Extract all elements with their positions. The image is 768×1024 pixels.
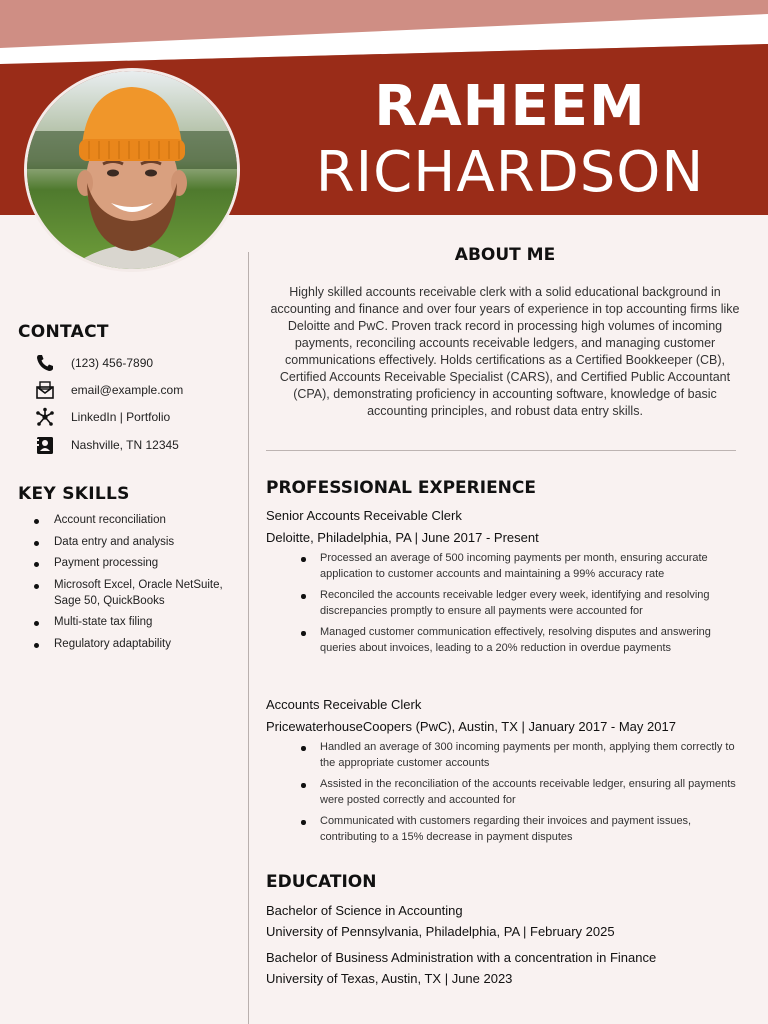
email-text: email@example.com <box>71 383 184 397</box>
first-name: RAHEEM <box>374 74 646 139</box>
job-meta: Deloitte, Philadelphia, PA | June 2017 - Present <box>266 530 539 545</box>
job-meta: PricewaterhouseCoopers (PwC), Austin, TX | January 2017 - May 2017 <box>266 719 676 734</box>
list-item: Payment processing <box>30 555 240 571</box>
job-bullets <box>300 740 740 851</box>
column-divider <box>248 252 249 1024</box>
profile-photo-illustration <box>27 71 237 269</box>
degree: Bachelor of Business Administration with a concentration in Finance <box>266 950 657 965</box>
contact-links <box>34 406 170 428</box>
about-text: Highly skilled accounts receivable clerk with a solid educational background in accounting and finance and over four years of experience in top accounting firms like Deloitte and PwC. Proven track record in processing high volumes of incoming payments, reconciling accounts receivable ledgers, and managing customer communications effectively. Holds certifications as a Certified Bookkeeper (CB), Certified Accounts Receivable Specialist (CARS), and Certified Public Accountant (CPA), demonstrating proficiency in accounting software, knowledge of basic accounting principles, and robust data entry skills. <box>270 285 740 418</box>
links-text: LinkedIn | Portfolio <box>71 410 171 424</box>
id-card-icon <box>34 434 56 456</box>
phone-icon <box>34 352 56 374</box>
contact-email <box>34 379 183 401</box>
school: University of Texas, Austin, TX | June 2023 <box>266 971 513 986</box>
degree: Bachelor of Science in Accounting <box>266 903 463 918</box>
education-heading: EDUCATION <box>266 872 377 892</box>
list-item: Assisted in the reconciliation of the accounts receivable ledger, ensuring all payments were posted correctly and accounted for <box>300 777 740 808</box>
contact-heading: CONTACT <box>18 322 109 342</box>
contact-phone <box>34 352 153 374</box>
job-bullets <box>300 551 740 662</box>
experience-heading: PROFESSIONAL EXPERIENCE <box>266 478 536 498</box>
contact-address <box>34 434 179 456</box>
list-item: Microsoft Excel, Oracle NetSuite, Sage 50, QuickBooks <box>30 577 240 609</box>
list-item: Account reconciliation <box>30 512 240 528</box>
skills-list <box>30 512 240 657</box>
email-icon <box>34 379 56 401</box>
network-icon <box>34 406 56 428</box>
list-item: Processed an average of 500 incoming payments per month, ensuring accurate application to customer accounts and maintaining a 99% accuracy rate <box>300 551 740 582</box>
profile-photo <box>24 68 240 272</box>
list-item: Handled an average of 300 incoming payments per month, applying them correctly to the appropriate customer accounts <box>300 740 740 771</box>
list-item: Managed customer communication effectively, resolving disputes and answering queries about invoices, leading to a 20% reduction in overdue payments <box>300 625 740 656</box>
job-title: Accounts Receivable Clerk <box>266 697 422 712</box>
skills-heading: KEY SKILLS <box>18 484 130 504</box>
section-divider <box>266 450 736 451</box>
list-item: Communicated with customers regarding their invoices and payment issues, contributing to a 15% decrease in payment disputes <box>300 814 740 845</box>
about-heading: ABOUT ME <box>454 245 556 265</box>
list-item: Multi-state tax filing <box>30 614 240 630</box>
address-text: Nashville, TN 12345 <box>71 438 179 452</box>
job-title: Senior Accounts Receivable Clerk <box>266 508 462 523</box>
phone-text: (123) 456-7890 <box>71 356 154 370</box>
last-name: RICHARDSON <box>315 140 705 205</box>
list-item: Regulatory adaptability <box>30 636 240 652</box>
list-item: Data entry and analysis <box>30 534 240 550</box>
school: University of Pennsylvania, Philadelphia, PA | February 2025 <box>266 924 615 939</box>
list-item: Reconciled the accounts receivable ledger every week, identifying and resolving discrepancies promptly to ensure all payments were accounted for <box>300 588 740 619</box>
